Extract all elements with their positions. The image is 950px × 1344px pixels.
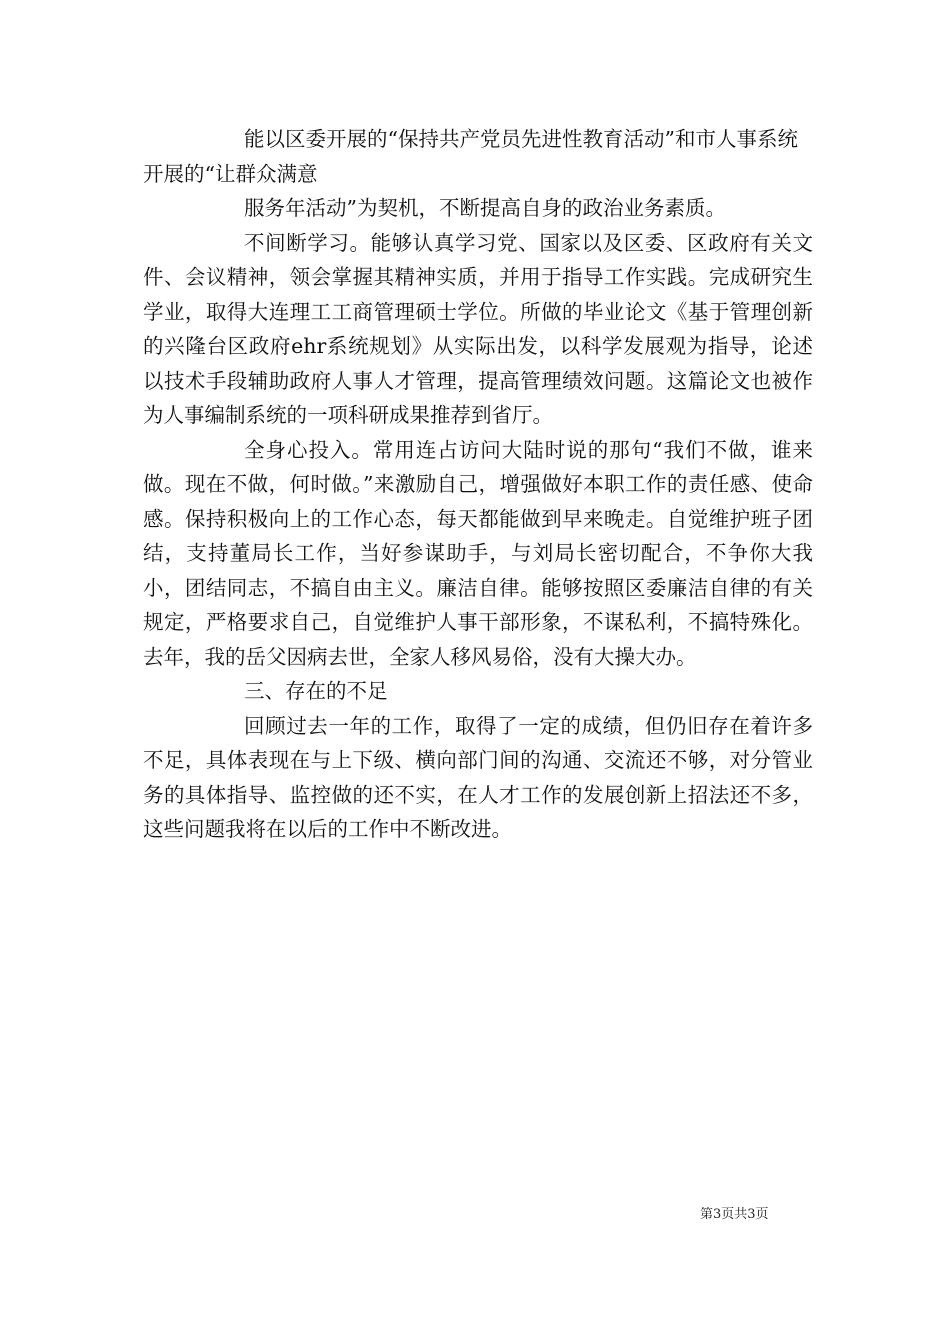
paragraph-2: 服务年活动”为契机，不断提高自身的政治业务素质。 xyxy=(244,196,726,220)
paragraph-4: 全身心投入。常用连占访问大陆时说的那句“我们不做，谁来做。现在不做，何时做。”来激励自己，增强做好本职工作的责任感、使命感。保持积极向上的工作心态，每天都能做到早来晚走。自觉维护班子团结，支持董局长工作，当好参谋助手，与刘局长密切配合，不争你大我小，团结同志，不搞自由主义。廉洁自律。能够按照区委廉洁自律的有关规定，严格要求自己，自觉维护人事干部形象，不谋私利，不搞特殊化。去年，我的岳父因病去世，全家人移风易俗，没有大操大办。 xyxy=(143,437,813,669)
paragraph-3: 不间断学习。能够认真学习党、国家以及区委、区政府有关文件、会议精神，领会掌握其精神实质，并用于指导工作实践。完成研究生学业，取得大连理工工商管理硕士学位。所做的毕业论文《基于管理创新的兴隆台区政府ehr系统规划》从实际出发，以科学发展观为指导，论述以技术手段辅助政府人事人才管理，提高管理绩效问题。这篇论文也被作为人事编制系统的一项科研成果推荐到省厅。 xyxy=(143,230,813,427)
page-number-footer: 第3页共3页 xyxy=(700,1207,769,1222)
section-heading: 三、存在的不足 xyxy=(244,679,388,703)
document-body xyxy=(143,122,813,847)
paragraph-5: 回顾过去一年的工作，取得了一定的成绩，但仍旧存在着许多不足，具体表现在与上下级、横向部门间的沟通、交流还不够，对分管业务的具体指导、监控做的还不实，在人才工作的发展创新上招法还不多，这些问题我将在以后的工作中不断改进。 xyxy=(143,713,813,841)
paragraph-1: 能以区委开展的“保持共产党员先进性教育活动”和市人事系统开展的“让群众满意 xyxy=(143,127,798,186)
